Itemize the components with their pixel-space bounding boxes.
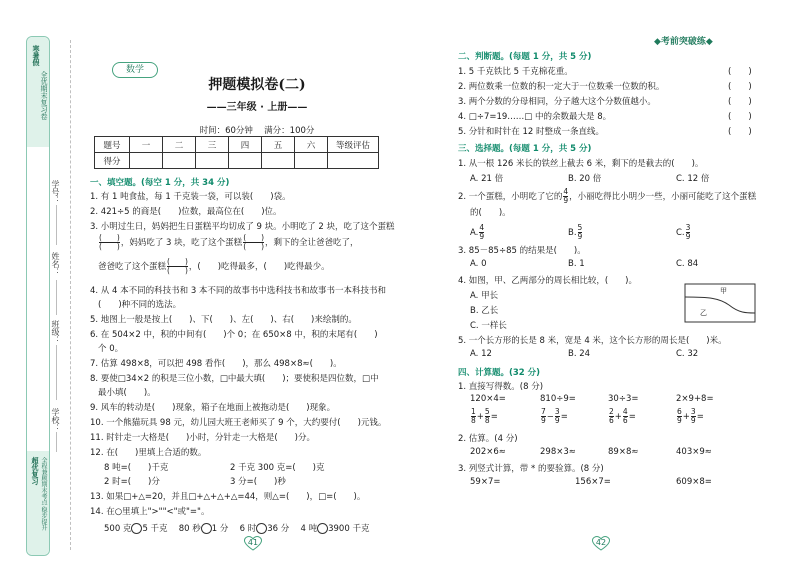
compare-circle[interactable] <box>201 523 212 534</box>
calc-2: 2. 估算。(4 分) <box>458 434 518 444</box>
calc-item: 156×7= <box>575 477 611 487</box>
time-value: 60分钟 <box>225 126 253 136</box>
question-9: 9. 风车的转动是( )现象，箱子在地面上被拖动是( )现象。 <box>90 403 336 413</box>
section-fill-blank: 一、填空题。(每空 1 分，共 34 分) <box>90 178 230 188</box>
calc-item: 298×3≈ <box>540 447 576 457</box>
calc-item: $\frac{2}{6}$ + $\frac{4}{6}$ = <box>609 407 636 425</box>
choice-option[interactable] <box>676 224 691 241</box>
question-12: 12. 在( )里填上合适的数。 <box>90 448 207 458</box>
spine-top-b: 全优期末复习卷 <box>40 71 48 120</box>
fraction <box>609 408 614 425</box>
c2b: ，小丽吃得比小明少一些，小丽可能吃了这个蛋糕 <box>569 192 757 202</box>
subject-badge: 数学 <box>112 62 158 78</box>
judge-paren[interactable]: ( ) <box>728 97 752 107</box>
question-6a: 6. 在 504×2 中，积的中间有( )个 0；在 650×8 中，积的末尾有( ) <box>90 330 378 340</box>
q14-items <box>104 522 369 534</box>
fraction-num: ( ) <box>99 233 120 242</box>
q14-left: 500 克 <box>104 524 132 534</box>
judge-paren[interactable]: ( ) <box>728 112 752 122</box>
q3b-mid: ，妈妈吃了 3 块，吃了这个蛋糕 <box>120 238 243 248</box>
choice-option[interactable]: A. 甲长 <box>470 291 499 301</box>
calc-item: 120×4= <box>470 394 506 404</box>
question-4a: 4. 从 4 本不同的科技书和 3 本不同的故事书中选科技书和故事书一本科技书和 <box>90 286 386 296</box>
choice-option[interactable] <box>568 224 583 241</box>
choice-option[interactable]: B. 1 <box>568 259 585 269</box>
score-header-cell: 三 <box>196 137 229 153</box>
fraction-num: 6 <box>677 407 682 416</box>
fraction-den: 9 <box>685 232 691 241</box>
underline <box>56 205 57 245</box>
question-1: 1. 有 1 吨食盐，每 1 千克装一袋，可以装( )袋。 <box>90 192 291 202</box>
equals: = <box>628 412 636 422</box>
compare-circle[interactable] <box>256 523 267 534</box>
score-header-cell: 题号 <box>95 137 130 153</box>
score-cell[interactable] <box>163 153 196 169</box>
q14-right: 36 分 <box>267 524 290 534</box>
choice-option[interactable]: A. 0 <box>470 259 487 269</box>
page-number-right: 42 <box>595 538 607 547</box>
spine-top-panel <box>27 37 49 147</box>
fraction-num: 4 <box>622 407 628 416</box>
score-header-cell: 五 <box>262 137 295 153</box>
choice-option[interactable]: C. 84 <box>676 259 699 269</box>
fraction <box>578 224 583 241</box>
score-header-cell: 二 <box>163 137 196 153</box>
calc-item: 810÷9= <box>540 394 576 404</box>
question-10: 10. 一个熊猫玩具 98 元，幼儿园大班王老师买了 9 个，大约要付( )元钱。 <box>90 418 387 428</box>
score-row-label: 得分 <box>95 153 130 169</box>
spine-bottom-panel <box>27 451 49 555</box>
figure-label-jia: 甲 <box>720 287 727 295</box>
score-header-cell: 等级评估 <box>328 137 379 153</box>
question-4b: ( )种不同的选法。 <box>98 300 182 310</box>
fraction-num: 5 <box>484 407 490 416</box>
c2a: 2. 一个蛋糕，小明吃了它的 <box>458 192 563 202</box>
fraction-num: 3 <box>690 407 696 416</box>
equals: = <box>490 412 498 422</box>
score-cell[interactable] <box>130 153 163 169</box>
fraction <box>471 408 476 425</box>
score-cell[interactable] <box>229 153 262 169</box>
page-number-left: 41 <box>247 538 259 547</box>
fraction <box>555 408 560 425</box>
choice-5: 5. 一个长方形的长是 8 米，宽是 4 米，这个长方形的周长是( )米。 <box>458 336 727 346</box>
underline <box>56 432 57 452</box>
fraction-num: ( ) <box>243 233 265 242</box>
fraction-num: 4 <box>563 187 569 196</box>
question-5: 5. 地图上一般是按上( )、下( )、左( )、右( )来绘制的。 <box>90 315 357 325</box>
fraction-den: 9 <box>690 416 696 425</box>
q12-item: 2 千克 300 克=( )克 <box>230 463 325 473</box>
underline <box>56 345 57 400</box>
fraction-den: ( ) <box>243 242 265 251</box>
choice-3: 3. 85－85÷85 的结果是( )。 <box>458 246 586 256</box>
choice-option[interactable]: B. 24 <box>568 349 591 359</box>
fraction-num: 2 <box>609 407 614 416</box>
calc-item: 89×8≈ <box>608 447 639 457</box>
section-judge: 二、判断题。(每题 1 分，共 5 分) <box>458 52 592 62</box>
calc-item: 403×9≈ <box>676 447 712 457</box>
fraction-den: 9 <box>577 232 583 241</box>
fraction-den: 6 <box>609 416 614 425</box>
choice-1: 1. 从一根 126 米长的铁丝上截去 6 米，剩下的是截去的( )。 <box>458 159 704 169</box>
calc-1: 1. 直接写得数。(8 分) <box>458 382 544 392</box>
q3b-end: ，剩下的全让爸爸吃了， <box>265 238 359 248</box>
question-6b: 个 0。 <box>98 344 124 354</box>
fraction-den: 8 <box>484 416 490 425</box>
exam-meta <box>110 124 404 136</box>
score-header-cell: 四 <box>229 137 262 153</box>
q12-item: 8 吨=( )千克 <box>104 463 169 473</box>
fraction <box>485 408 490 425</box>
q14-left: 4 吨 <box>300 524 318 534</box>
score-cell[interactable] <box>328 153 379 169</box>
fraction-den: 9 <box>554 416 560 425</box>
calc-item: $\frac{7}{9}$ − $\frac{3}{9}$ = <box>541 407 568 425</box>
fraction <box>479 224 484 241</box>
q12-item: 3 分=( )秒 <box>230 477 286 487</box>
fraction-den: 9 <box>677 416 682 425</box>
choice-option[interactable]: C. 一样长 <box>470 321 507 331</box>
calc-item: 202×6≈ <box>470 447 506 457</box>
calc-item: 30÷3= <box>608 394 639 404</box>
equals: = <box>560 412 568 422</box>
spine-top-a: 寒暑假 <box>32 45 40 66</box>
fraction-num: 3 <box>554 407 560 416</box>
fraction-num: 5 <box>577 223 583 232</box>
calc-item: 2×9+8= <box>676 394 714 404</box>
question-7: 7. 估算 498×8，可以把 498 看作( )，那么 498×8≈( )。 <box>90 359 342 369</box>
label-xingming: 姓名： <box>51 252 60 276</box>
question-13: 13. 如果□+△=20，并且□+△+△+△=44，则△=( )，□=( )。 <box>90 492 366 502</box>
calc-item: 59×7= <box>470 477 501 487</box>
score-table <box>94 136 379 169</box>
option-letter: A. <box>470 228 479 238</box>
choice-option[interactable] <box>470 224 485 241</box>
score-header-cell: 一 <box>130 137 163 153</box>
fraction-blank <box>167 258 188 275</box>
side-spine <box>26 36 50 556</box>
question-14: 14. 在○里填上">""<"或"="。 <box>90 507 210 517</box>
q14-right: 1 分 <box>211 524 229 534</box>
fraction-blank <box>99 234 120 251</box>
choice-option[interactable]: C. 12 倍 <box>676 174 710 184</box>
choice-option[interactable]: B. 20 倍 <box>568 174 602 184</box>
calc-item: $\frac{6}{9}$ + $\frac{3}{9}$ = <box>677 407 704 425</box>
q3c-b: ，( )吃得最多，( )吃得最少。 <box>188 262 330 272</box>
question-2: 2. 421÷5 的商是( )位数，最高位在( )位。 <box>90 207 282 217</box>
question-8a: 8. 要使□34×2 的积是三位小数，□中最大填( )；要使积是四位数，□中 <box>90 374 379 384</box>
judge-paren[interactable]: ( ) <box>728 67 752 77</box>
score-value: 100分 <box>289 126 315 136</box>
question-3c <box>98 258 330 275</box>
compare-circle[interactable] <box>317 523 328 534</box>
fraction-num: ( ) <box>167 257 188 266</box>
calc-item: $\frac{1}{8}$ + $\frac{5}{8}$ = <box>471 407 498 425</box>
judge-2: 2. 两位数乘一位数的积一定大于一位数乘一位数的积。 <box>458 82 665 92</box>
time-label: 时间： <box>199 126 226 136</box>
option-letter: B. <box>568 228 577 238</box>
fraction-den: ( ) <box>167 266 188 275</box>
question-11: 11. 时针走一大格是( )小时，分针走一大格是( )分。 <box>90 433 315 443</box>
question-3b <box>98 234 359 251</box>
score-cell[interactable] <box>295 153 328 169</box>
option-letter: C. <box>676 228 685 238</box>
score-header-row <box>95 137 379 153</box>
fraction-blank <box>243 234 264 251</box>
fraction-den: 9 <box>541 416 546 425</box>
judge-1: 1. 5 千克铁比 5 千克棉花重。 <box>458 67 573 77</box>
label-xuexiao: 学校： <box>51 408 60 432</box>
score-row <box>95 153 379 169</box>
q3c-a: 爸爸吃了这个蛋糕 <box>98 262 167 272</box>
fraction <box>623 408 628 425</box>
q12-item: 2 时=( )分 <box>104 477 160 487</box>
score-cell[interactable] <box>262 153 295 169</box>
fraction-num: 1 <box>471 407 476 416</box>
score-header-cell: 六 <box>295 137 328 153</box>
figure-label-yi: 乙 <box>700 309 707 317</box>
judge-paren[interactable]: ( ) <box>728 127 752 137</box>
score-label: 满分： <box>264 126 290 136</box>
fraction-num: 4 <box>479 223 485 232</box>
question-3a: 3. 小明过生日，妈妈把生日蛋糕平均切成了 9 块。小明吃了 2 块，吃了这个蛋糕 <box>90 222 395 232</box>
fraction-num: 3 <box>685 223 691 232</box>
section-calc: 四、计算题。(32 分) <box>458 368 541 378</box>
choice-option[interactable]: A. 12 <box>470 349 492 359</box>
choice-2 <box>458 188 756 205</box>
fraction <box>541 408 546 425</box>
equals: = <box>696 412 704 422</box>
judge-paren[interactable]: ( ) <box>728 82 752 92</box>
label-banji: 班级： <box>51 320 60 344</box>
judge-5: 5. 分针和时针在 12 时整成一条直线。 <box>458 127 605 137</box>
choice-option[interactable]: C. 32 <box>676 349 699 359</box>
fraction <box>563 188 568 205</box>
choice-option[interactable]: A. 21 倍 <box>470 174 504 184</box>
calc-3: 3. 列竖式计算，带 * 的要验算。(8 分) <box>458 464 604 474</box>
fraction-den: ( ) <box>99 242 120 251</box>
question-8b: 最小填( )。 <box>98 388 156 398</box>
choice-2-cont: 的( )。 <box>470 208 511 218</box>
fraction-den: 9 <box>563 196 569 205</box>
q14-left: 80 秒 <box>178 524 201 534</box>
compare-circle[interactable] <box>131 523 142 534</box>
fraction-num: 7 <box>541 407 546 416</box>
corner-tag: ◆考前突破练◆ <box>654 37 713 47</box>
choice-4: 4. 如图，甲、乙两部分的周长相比较，( )。 <box>458 276 637 286</box>
fraction-den: 8 <box>471 416 476 425</box>
calc-item: 609×8= <box>676 477 712 487</box>
fraction-den: 9 <box>479 232 485 241</box>
label-xuehao: 学号： <box>51 180 60 204</box>
fraction <box>686 224 691 241</box>
underline <box>56 280 57 315</box>
fraction-den: 6 <box>622 416 628 425</box>
choice-option[interactable]: B. 乙长 <box>470 306 499 316</box>
exam-title: 押题模拟卷(二) <box>208 77 306 93</box>
judge-3: 3. 两个分数的分母相同，分子越大这个分数值越小。 <box>458 97 656 107</box>
fraction <box>691 408 696 425</box>
q14-left: 6 时 <box>239 524 257 534</box>
judge-4: 4. □÷7=19……□ 中的余数最大是 8。 <box>458 112 612 122</box>
section-choice: 三、选择题。(每题 1 分，共 5 分) <box>458 144 592 154</box>
cut-line <box>70 40 71 550</box>
spine-bottom-b: 全程兼顾期末考点 稳步提升 <box>40 457 47 531</box>
q14-right: 5 千克 <box>142 524 168 534</box>
q14-right: 3900 千克 <box>328 524 370 534</box>
exam-subtitle: ——三年级 · 上册—— <box>206 102 308 113</box>
fraction <box>677 408 682 425</box>
score-cell[interactable] <box>196 153 229 169</box>
spine-bottom-a: 超优复习 <box>31 457 39 485</box>
